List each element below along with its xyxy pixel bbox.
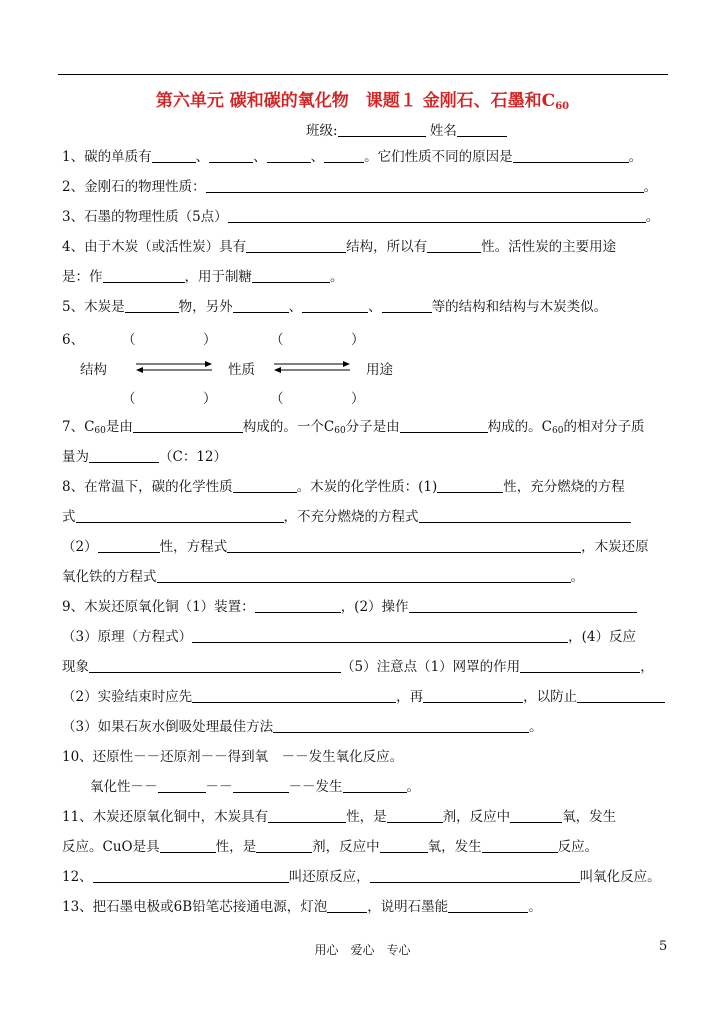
question-1: 1、碳的单质有 、 、 、 。它们性质不同的原因是 。 xyxy=(62,149,643,165)
blank[interactable] xyxy=(510,808,562,823)
blank[interactable] xyxy=(437,478,503,493)
blank[interactable] xyxy=(233,478,297,493)
blank[interactable] xyxy=(206,178,644,193)
question-8-cont-1: 式 ，不充分燃烧的方程式 xyxy=(62,508,631,526)
name-blank[interactable] xyxy=(457,122,507,137)
page-title: 第六单元 碳和碳的氧化物 课题１ 金刚石、石墨和$C_{60}$ xyxy=(155,91,570,112)
blank[interactable] xyxy=(227,538,581,553)
blank[interactable] xyxy=(255,598,341,613)
blank[interactable] xyxy=(427,238,481,253)
blank[interactable] xyxy=(267,148,311,163)
property-label: 性质 xyxy=(228,362,255,378)
question-6-number: 6、 xyxy=(62,332,85,348)
blank[interactable] xyxy=(89,658,341,673)
blank[interactable] xyxy=(302,298,368,313)
question-11-cont: 反应。CuO是具 性，是 剂，反应中 氧，发生 反应。 xyxy=(62,839,599,855)
question-7: 7、$C_{60}$是由 构成的。一个$C_{60}$分子是由 构成的。$C_{60}$的相对分子质 xyxy=(62,419,645,436)
paren-blank-top-right[interactable]: （ ） xyxy=(270,332,365,348)
question-9-cont-3: （2）实验结束时应先 ，再 ，以防止 xyxy=(62,688,665,706)
question-10-cont: 氧化性－－ －－ －－发生 。 xyxy=(90,779,420,795)
blank[interactable] xyxy=(409,598,637,613)
blank[interactable] xyxy=(268,808,346,823)
question-8-cont-3: 氧化铁的方程式 。 xyxy=(62,569,584,585)
question-3: 3、石墨的物理性质（5点） 。 xyxy=(62,209,660,225)
class-label: 班级: xyxy=(306,123,338,139)
blank[interactable] xyxy=(158,778,206,793)
paren-blank-top-left[interactable]: （ ） xyxy=(122,332,217,348)
blank[interactable] xyxy=(370,868,580,883)
blank[interactable] xyxy=(513,148,629,163)
page-footer: 用心 爱心 专心 xyxy=(314,943,411,957)
question-10: 10、还原性－－还原剂－－得到氧 －－发生氧化反应。 xyxy=(62,749,404,765)
blank[interactable] xyxy=(192,688,396,703)
question-5: 5、木炭是 物，另外 、 、 等的结构和结构与木炭类似。 xyxy=(62,299,608,315)
question-8: 8、在常温下，碳的化学性质 。木炭的化学性质：(1) 性，充分燃烧的方程 xyxy=(62,479,625,495)
blank[interactable] xyxy=(387,808,443,823)
question-2: 2、金刚石的物理性质： 。 xyxy=(62,179,658,195)
question-8-cont-2: （2） 性，方程式 ，木炭还原 xyxy=(62,539,649,555)
blank[interactable] xyxy=(324,148,364,163)
blank[interactable] xyxy=(419,508,631,523)
blank[interactable] xyxy=(93,868,289,883)
blank[interactable] xyxy=(482,838,558,853)
class-name-line xyxy=(306,119,507,139)
paren-blank-bottom-left[interactable]: （ ） xyxy=(122,391,217,407)
blank[interactable] xyxy=(228,208,646,223)
question-12: 12、 叫还原反应， 叫氧化反应。 xyxy=(62,869,661,885)
blank[interactable] xyxy=(256,838,312,853)
question-11: 11、木炭还原氧化铜中，木炭具有 性，是 剂，反应中 氧，发生 xyxy=(62,809,617,825)
header-rule xyxy=(58,74,668,75)
blank[interactable] xyxy=(273,718,529,733)
paren-blank-bottom-right[interactable]: （ ） xyxy=(270,391,365,407)
question-13: 13、把石墨电极或6B铅笔芯接通电源，灯泡 ，说明石墨能 。 xyxy=(62,899,542,915)
blank[interactable] xyxy=(76,508,284,523)
blank[interactable] xyxy=(125,298,179,313)
blank[interactable] xyxy=(423,688,523,703)
question-9-cont-4: （3）如果石灰水倒吸处理最佳方法 。 xyxy=(62,719,543,735)
blank[interactable] xyxy=(577,688,665,703)
blank[interactable] xyxy=(400,418,488,433)
question-4-cont: 是：作 ，用于制糖 。 xyxy=(62,269,344,285)
blank[interactable] xyxy=(382,298,432,313)
blank[interactable] xyxy=(520,658,640,673)
page-number: 5 xyxy=(659,939,668,954)
name-label: 姓名 xyxy=(429,123,457,139)
blank[interactable] xyxy=(209,148,253,163)
blank[interactable] xyxy=(233,778,289,793)
class-blank[interactable] xyxy=(338,122,426,137)
blank[interactable] xyxy=(98,538,160,553)
question-9-cont-2: 现象 （5）注意点（1）网罩的作用 ， xyxy=(62,659,654,675)
question-9-cont-1: （3）原理（方程式） ，(4）反应 xyxy=(62,629,636,645)
blank[interactable] xyxy=(160,838,216,853)
question-4: 4、由于木炭（或活性炭）具有 结构，所以有 性。活性炭的主要用途 xyxy=(62,239,617,255)
blank[interactable] xyxy=(327,898,367,913)
blank[interactable] xyxy=(252,268,330,283)
blank[interactable] xyxy=(233,298,289,313)
blank[interactable] xyxy=(448,898,528,913)
blank[interactable] xyxy=(192,628,568,643)
blank[interactable] xyxy=(246,238,346,253)
usage-label: 用途 xyxy=(366,362,393,378)
blank[interactable] xyxy=(152,148,196,163)
blank[interactable] xyxy=(133,418,243,433)
blank[interactable] xyxy=(343,778,407,793)
question-9: 9、木炭还原氧化铜（1）装置： ，(2）操作 xyxy=(62,598,637,616)
blank[interactable] xyxy=(157,568,571,583)
double-arrow-left xyxy=(134,360,214,374)
blank[interactable] xyxy=(380,838,428,853)
question-7-cont: 量为 （C：12） xyxy=(62,449,228,465)
blank[interactable] xyxy=(89,448,159,463)
double-arrow-right xyxy=(272,360,352,374)
structure-label: 结构 xyxy=(80,362,107,378)
blank[interactable] xyxy=(103,268,185,283)
